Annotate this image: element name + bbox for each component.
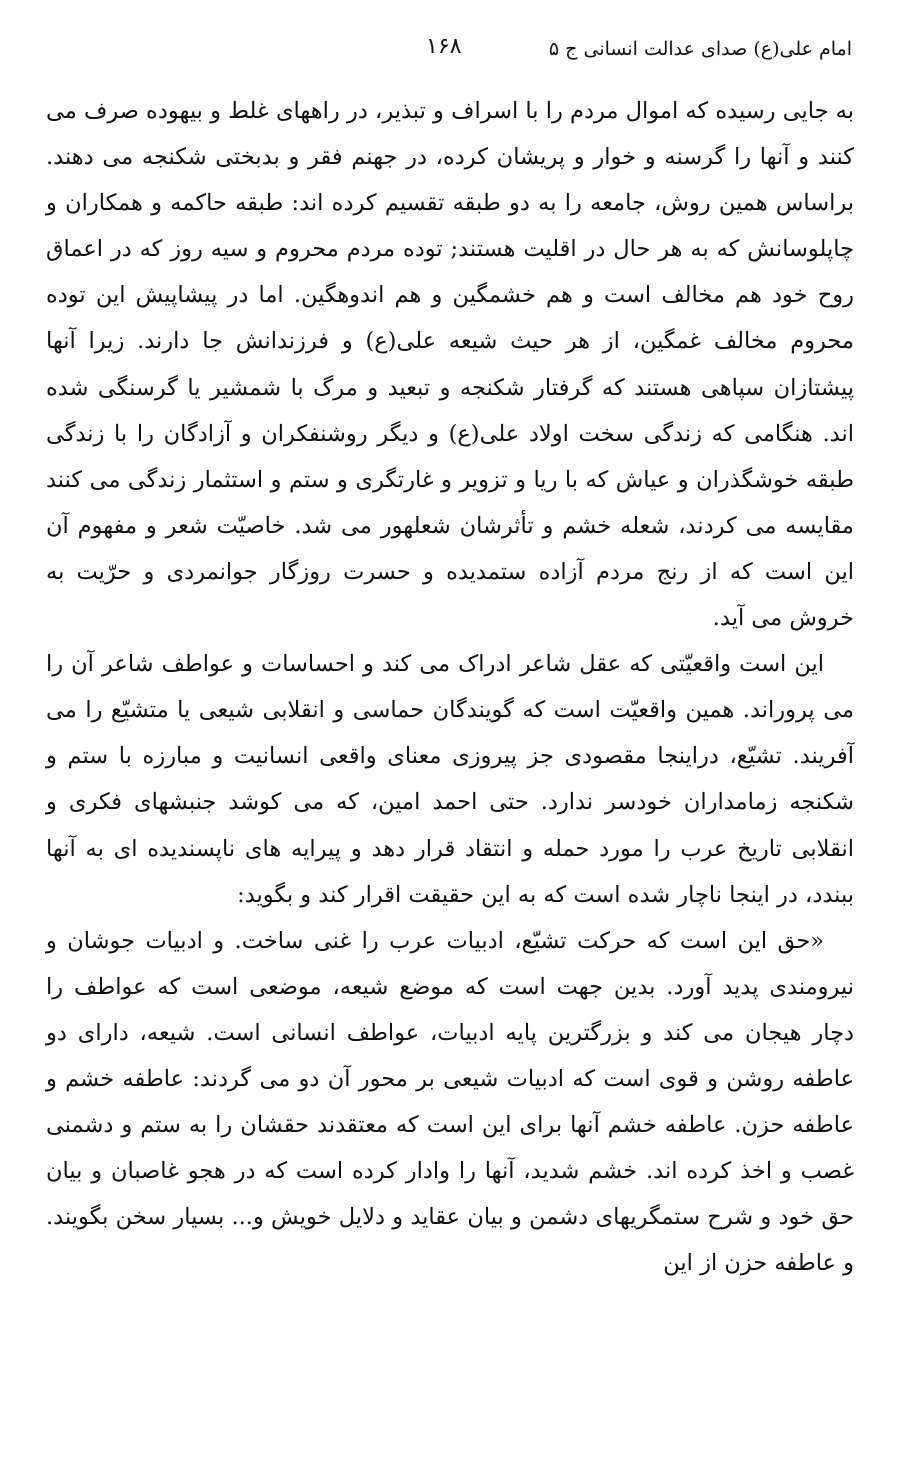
paragraph-1: به جایی رسیده که اموال مردم را با اسراف و تبذیر، در راههای غلط و بیهوده صرف می کنند و آنها را گرسنه و خوار و پریشان کرده، در جهنم فقر و بدبختی شکنجه می دهند. براساس همین روش، جامعه را به دو طبقه تقسیم کرده اند: طبقه حاکمه و همکاران و چاپلوسانش که به هر حال در اقلیت هستند; توده مردم محروم و سیه روز که در اعماق روح خود هم مخالف است و هم خشمگین و هم اندوهگین. اما در پیشاپیش این توده محروم مخالف غمگین، از هر حیث شیعه علی(ع) و فرزندانش جا دارند. زیرا آنها پیشتازان سپاهی هستند که گرفتار شکنجه و تبعید و مرگ با شمشیر یا گرسنگی شده اند. هنگامی که زندگی سخت اولاد علی(ع) و دیگر روشنفکران و آزادگان را با زندگی طبقه خوشگذران و عیاش که با ریا و تزویر و غارتگری و ستم و استثمار زندگی می کنند مقایسه می کردند، شعله خشم و تأثرشان شعلهور می شد. خاصیّت شعر و مفهوم آن این است که از رنج مردم آزاده ستمدیده و حسرت روزگار جوانمردی و حرّیت به خروش می آید. <box>46 98 854 632</box>
page-number: ۱۶۸ <box>426 34 462 59</box>
body-text <box>46 88 854 1286</box>
paragraph-2: این است واقعیّتی که عقل شاعر ادراک می کند و احساسات و عواطف شاعر آن را می پروراند. همین واقعیّت است که گویندگان حماسی و انقلابی شیعی یا متشیّع را می آفریند. تشیّع، دراینجا مقصودی جز پیروزی معنای واقعی انسانیت و مبارزه با ستم و شکنجه زمامداران خودسر ندارد. حتی احمد امین، که می کوشد جنبشهای فکری و انقلابی تاریخ عرب را مورد حمله و انتقاد قرار دهد و پیرایه های ناپسندیده ای به آنها ببندد، در اینجا ناچار شده است که به این حقیقت اقرار کند و بگوید: <box>46 651 854 908</box>
running-title: امام علی(ع) صدای عدالت انسانی ج ۵ <box>548 38 852 60</box>
paragraph-3-quotation: «حق این است که حرکت تشیّع، ادبیات عرب را غنی ساخت. و ادبیات جوشان و نیرومندی پدید آورد. بدین جهت است که موضع شیعه، موضعی است که عواطف را دچار هیجان می کند و بزرگترین پایه ادبیات، عواطف انسانی است. شیعه، دارای دو عاطفه روشن و قوی است که ادبیات شیعی بر محور آن دو می گردند: عاطفه خشم و عاطفه حزن. عاطفه خشم آنها برای این است که معتقدند حقشان را به ستم و دشمنی غصب و اخذ کرده اند. خشم شدید، آنها را وادار کرده است که در هجو غاصبان و بیان حق خود و شرح ستمگریهای دشمن و بیان عقاید و دلایل خویش و... بسیار سخن بگویند. و عاطفه حزن از این <box>46 927 854 1277</box>
